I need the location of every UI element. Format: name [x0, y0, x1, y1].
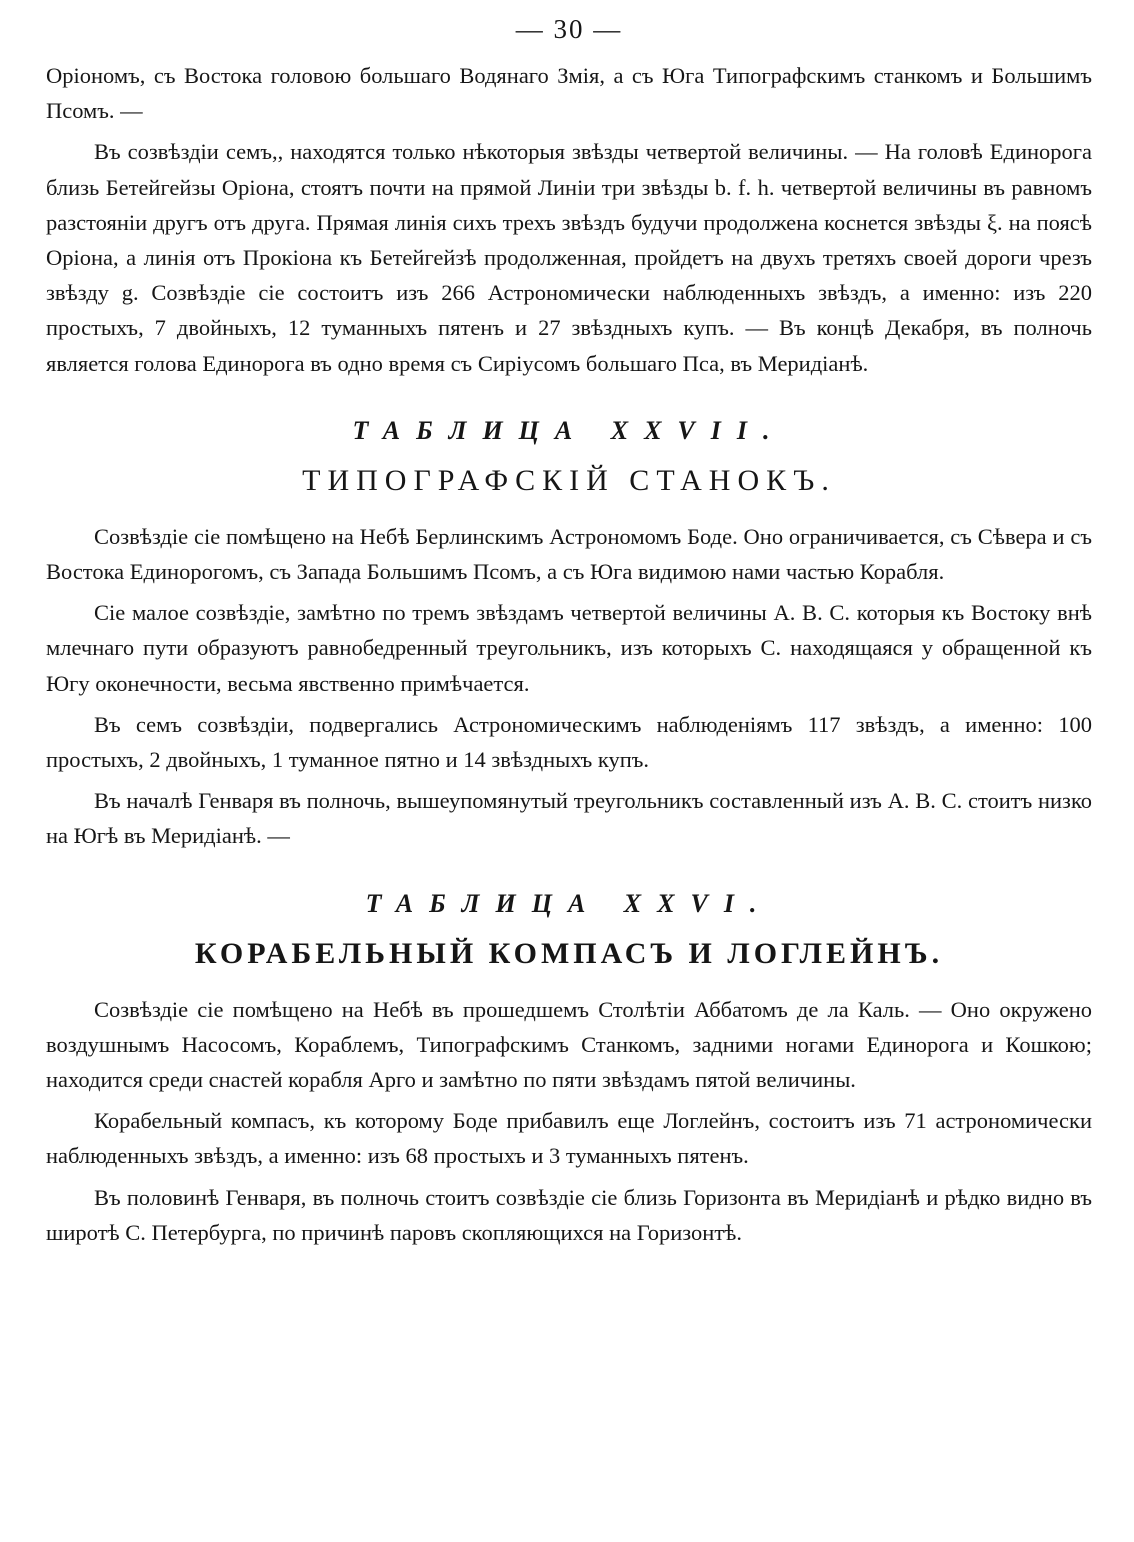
- intro-paragraph-1: Оріономъ, съ Востока головою большаго Водянаго Змія, а съ Юга Типографскимъ станкомъ и Большимъ Псомъ. —: [46, 63, 1092, 124]
- table-heading-xxvi: ТАБЛИЦА XXVI.: [365, 888, 773, 918]
- section1-paragraph-3: Въ семъ созвѣздіи, подвергались Астрономическимъ наблюденіямъ 117 звѣздъ, а именно: 100 простыхъ, 2 двойныхъ, 1 туманное пятно и 14 звѣздныхъ купъ.: [46, 711, 1092, 773]
- section2-paragraph-1: Созвѣздіе сіе помѣщено на Небѣ въ прошедшемъ Столѣтіи Аббатомъ де ла Каль. — Оно окружено воздушнымъ Насосомъ, Кораблемъ, Типографскимъ Станкомъ, задними ногами Единорога и Кошкою; находится среди снастей корабля Арго и замѣтно по пяти звѣздамъ пятой величины.: [46, 996, 1092, 1093]
- intro-paragraph-2: Въ созвѣздіи семъ,, находятся только нѣкоторыя звѣзды четвертой величины. — На головѣ Единорога близь Бетейгейзы Оріона, стоятъ почти на прямой Линіи три звѣзды b. f. h. четвертой величины въ равномъ разстояніи другъ отъ друга. Прямая линія сихъ трехъ звѣздъ будучи продолжена коснется звѣзды ξ. на поясѣ Оріона, а линія отъ Прокіона къ Бетейгейзѣ продолженная, пройдетъ на двухъ третяхъ своей дороги чрезъ звѣзду g. Созвѣздіе сіе состоитъ изъ 266 Астрономически наблюденныхъ звѣздъ, а именно: изъ 220 простыхъ, 7 двойныхъ, 12 туманныхъ пятенъ и 27 звѣздныхъ купъ. — Въ концѣ Декабря, въ полночь является голова Единорога въ одно время съ Сиріусомъ большаго Пса, въ Меридіанѣ.: [46, 139, 1092, 376]
- section-title-ships-compass: КОРАБЕЛЬНЫЙ КОМПАСЪ И ЛОГЛЕЙНЪ.: [194, 936, 944, 970]
- table-heading-xxvii: ТАБЛИЦА XXVII.: [352, 415, 786, 445]
- section1-paragraph-1: Созвѣздіе сіе помѣщено на Небѣ Берлинскимъ Астрономомъ Боде. Оно ограничивается, съ Сѣвера и съ Востока Единорогомъ, съ Запада Большимъ Псомъ, а съ Юга видимою нами частью Корабля.: [46, 523, 1092, 585]
- section1-paragraph-2: Сіе малое созвѣздіе, замѣтно по тремъ звѣздамъ четвертой величины А. В. С. которыя къ Востоку внѣ млечнаго пути образуютъ равнобедренный треугольникъ, изъ которыхъ С. находящаяся у обращенной къ Югу оконечности, весьма явственно примѣчается.: [46, 600, 1092, 696]
- section-title-typographic-press: ТИПОГРАФСКІЙ СТАНОКЪ.: [302, 463, 836, 497]
- section2-paragraph-3: Въ половинѣ Генваря, въ полночь стоитъ созвѣздіе сіе близь Горизонта въ Меридіанѣ и рѣдко видно въ широтѣ С. Петербурга, по причинѣ паровъ скопляющихся на Горизонтѣ.: [46, 1184, 1092, 1245]
- page-number: — 30 —: [515, 14, 623, 44]
- section1-paragraph-4: Въ началѣ Генваря въ полночь, вышеупомянутый треугольникъ составленный изъ А. В. С. стоитъ низко на Югѣ въ Меридіанѣ. —: [46, 788, 1092, 849]
- book-page: [46, 10, 1092, 1250]
- section2-paragraph-2: Корабельный компасъ, къ которому Боде прибавилъ еще Логлейнъ, состоитъ изъ 71 астрономически наблюденныхъ звѣздъ, а именно: изъ 68 простыхъ и 3 туманныхъ пятенъ.: [46, 1108, 1092, 1169]
